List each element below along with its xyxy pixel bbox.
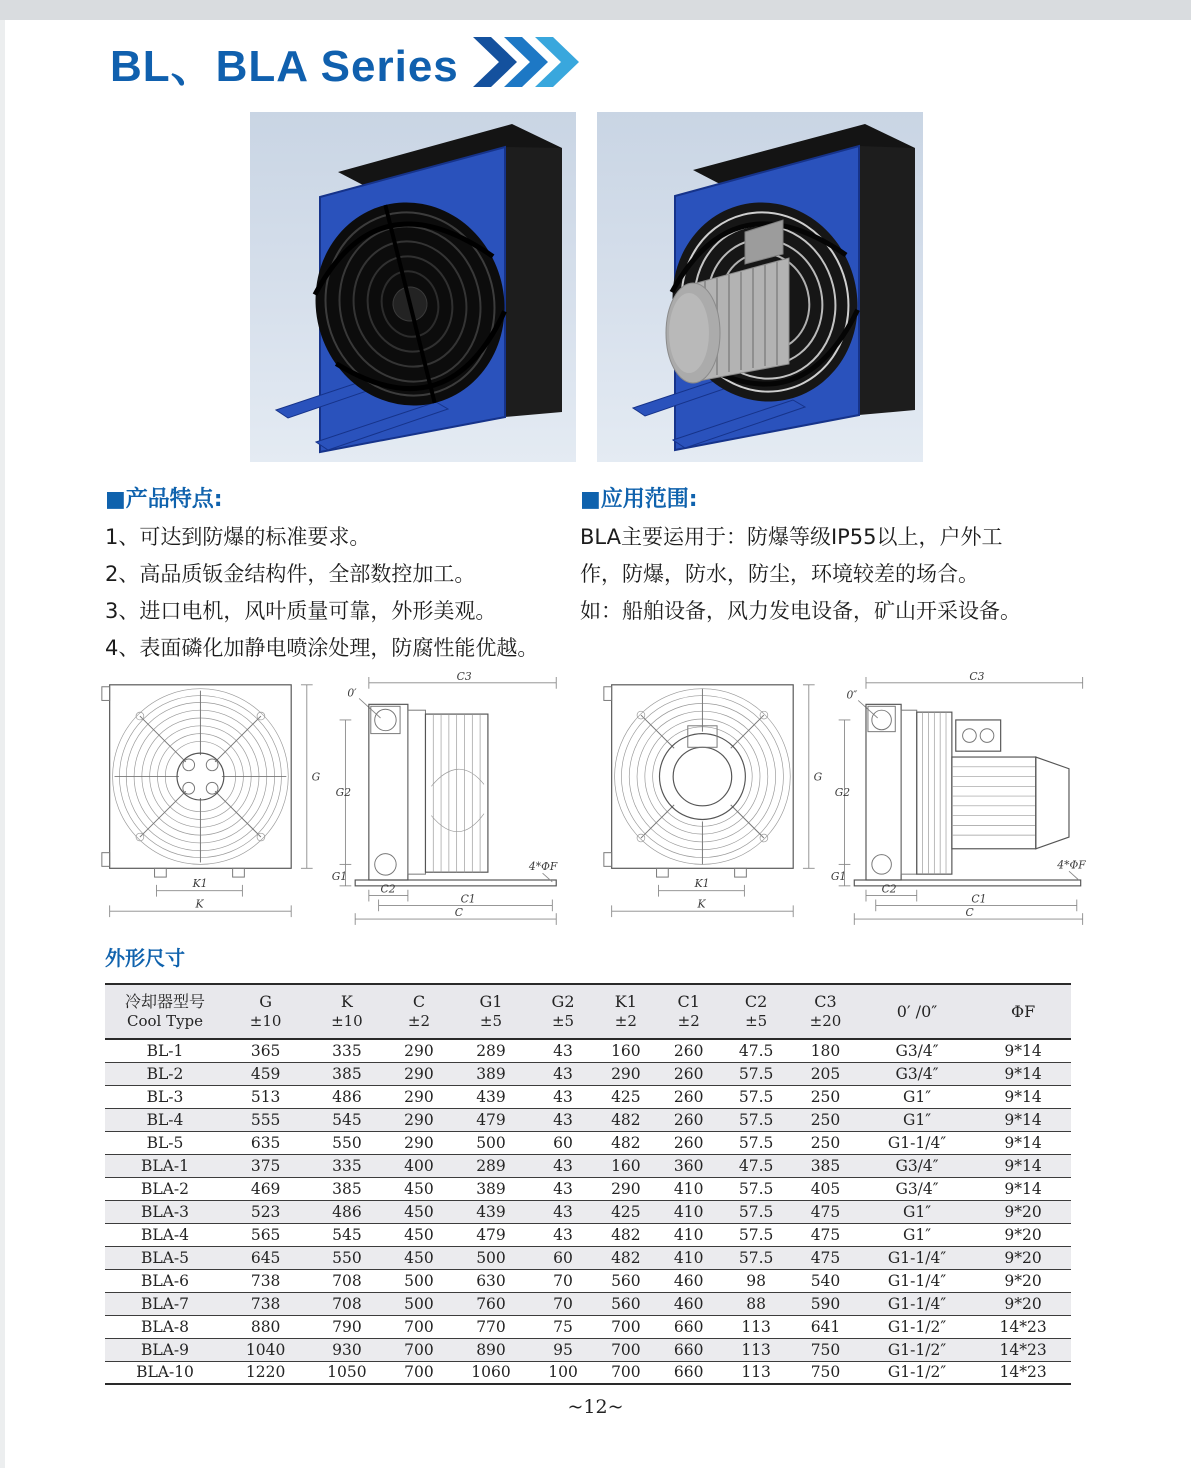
column-header: 0′ /0″: [859, 984, 975, 1039]
value-cell: G1-1/4″: [859, 1292, 975, 1315]
svg-text:C2: C2: [380, 882, 397, 896]
column-header: K ±10: [306, 984, 387, 1039]
model-cell: BLA-8: [105, 1315, 225, 1338]
column-header: 冷却器型号 Cool Type: [105, 984, 225, 1039]
value-cell: 400: [388, 1154, 451, 1177]
value-cell: G1″: [859, 1108, 975, 1131]
value-cell: 100: [532, 1361, 595, 1384]
value-cell: 9*14: [975, 1062, 1071, 1085]
value-cell: 290: [594, 1062, 657, 1085]
svg-text:G1: G1: [830, 870, 846, 884]
value-cell: 180: [792, 1039, 859, 1062]
features-heading: ■产品特点:: [105, 487, 223, 512]
value-cell: 500: [388, 1269, 451, 1292]
value-cell: 365: [225, 1039, 306, 1062]
value-cell: 560: [594, 1292, 657, 1315]
value-cell: 460: [657, 1269, 720, 1292]
value-cell: 88: [720, 1292, 792, 1315]
value-cell: 113: [720, 1315, 792, 1338]
value-cell: 660: [657, 1338, 720, 1361]
bl-side-view-drawing: [322, 666, 572, 932]
model-cell: BLA-3: [105, 1200, 225, 1223]
page-edge-left: [0, 20, 5, 1468]
value-cell: 9*20: [975, 1223, 1071, 1246]
value-cell: 708: [306, 1269, 387, 1292]
value-cell: 700: [594, 1361, 657, 1384]
value-cell: G3/4″: [859, 1062, 975, 1085]
table-row: [105, 1039, 1071, 1062]
value-cell: 57.5: [720, 1246, 792, 1269]
value-cell: 57.5: [720, 1108, 792, 1131]
svg-text:C2: C2: [881, 882, 897, 896]
value-cell: 635: [225, 1131, 306, 1154]
table-row: [105, 1269, 1071, 1292]
model-cell: BL-5: [105, 1131, 225, 1154]
value-cell: 290: [388, 1131, 451, 1154]
bla-side-view-drawing: [825, 666, 1096, 932]
value-cell: 9*20: [975, 1246, 1071, 1269]
table-row: [105, 1292, 1071, 1315]
model-cell: BLA-6: [105, 1269, 225, 1292]
value-cell: 57.5: [720, 1062, 792, 1085]
column-header: C2 ±5: [720, 984, 792, 1039]
dimensions-heading: 外形尺寸: [105, 946, 185, 970]
svg-text:C: C: [455, 906, 464, 920]
table-row: [105, 1338, 1071, 1361]
value-cell: 630: [450, 1269, 531, 1292]
value-cell: 113: [720, 1361, 792, 1384]
value-cell: 43: [532, 1039, 595, 1062]
value-cell: 9*14: [975, 1085, 1071, 1108]
svg-text:G2: G2: [336, 786, 352, 800]
value-cell: 880: [225, 1315, 306, 1338]
value-cell: 43: [532, 1108, 595, 1131]
table-row: [105, 1223, 1071, 1246]
value-cell: 260: [657, 1062, 720, 1085]
value-cell: 98: [720, 1269, 792, 1292]
value-cell: 540: [792, 1269, 859, 1292]
value-cell: 57.5: [720, 1223, 792, 1246]
value-cell: 550: [306, 1131, 387, 1154]
value-cell: 555: [225, 1108, 306, 1131]
technical-drawings: [96, 666, 1096, 932]
value-cell: 513: [225, 1085, 306, 1108]
value-cell: 9*14: [975, 1177, 1071, 1200]
value-cell: 410: [657, 1177, 720, 1200]
value-cell: 9*14: [975, 1108, 1071, 1131]
table-row: [105, 1361, 1071, 1384]
value-cell: G3/4″: [859, 1177, 975, 1200]
svg-text:K: K: [195, 897, 204, 911]
value-cell: 700: [594, 1338, 657, 1361]
value-cell: 57.5: [720, 1200, 792, 1223]
value-cell: 410: [657, 1223, 720, 1246]
value-cell: 641: [792, 1315, 859, 1338]
column-header: C ±2: [388, 984, 451, 1039]
value-cell: 260: [657, 1085, 720, 1108]
column-header: G2 ±5: [532, 984, 595, 1039]
value-cell: 290: [388, 1085, 451, 1108]
svg-text:4*ΦF: 4*ΦF: [1056, 858, 1086, 872]
table-row: [105, 1085, 1071, 1108]
table-row: [105, 1131, 1071, 1154]
value-cell: 43: [532, 1085, 595, 1108]
table-row: [105, 1246, 1071, 1269]
value-cell: G3/4″: [859, 1154, 975, 1177]
value-cell: 9*14: [975, 1039, 1071, 1062]
value-cell: 750: [792, 1338, 859, 1361]
svg-text:K: K: [697, 897, 706, 911]
value-cell: 450: [388, 1200, 451, 1223]
value-cell: 75: [532, 1315, 595, 1338]
model-cell: BLA-1: [105, 1154, 225, 1177]
model-cell: BL-1: [105, 1039, 225, 1062]
page-number: ~12~: [567, 1396, 624, 1418]
value-cell: 1220: [225, 1361, 306, 1384]
value-cell: 389: [450, 1177, 531, 1200]
value-cell: 890: [450, 1338, 531, 1361]
value-cell: 335: [306, 1039, 387, 1062]
value-cell: 160: [594, 1039, 657, 1062]
value-cell: 482: [594, 1131, 657, 1154]
svg-text:C1: C1: [461, 892, 477, 906]
value-cell: 460: [657, 1292, 720, 1315]
svg-text:0″: 0″: [846, 688, 857, 702]
value-cell: 482: [594, 1246, 657, 1269]
value-cell: 250: [792, 1085, 859, 1108]
value-cell: 523: [225, 1200, 306, 1223]
value-cell: 250: [792, 1108, 859, 1131]
value-cell: 425: [594, 1200, 657, 1223]
value-cell: 43: [532, 1062, 595, 1085]
table-row: [105, 1177, 1071, 1200]
value-cell: G1-1/4″: [859, 1269, 975, 1292]
svg-text:C3: C3: [457, 669, 473, 683]
svg-text:G1: G1: [332, 870, 348, 884]
bl-cooler-illustration: [250, 112, 576, 462]
feature-item: 2、高品质钣金结构件，全部数控加工。: [105, 562, 476, 586]
application-line: 如：船舶设备，风力发电设备，矿山开采设备。: [580, 599, 1021, 623]
value-cell: 160: [594, 1154, 657, 1177]
value-cell: 290: [594, 1177, 657, 1200]
column-header: K1 ±2: [594, 984, 657, 1039]
value-cell: 9*20: [975, 1292, 1071, 1315]
value-cell: 289: [450, 1039, 531, 1062]
value-cell: 475: [792, 1200, 859, 1223]
value-cell: 60: [532, 1246, 595, 1269]
feature-item: 4、表面磷化加静电喷涂处理，防腐性能优越。: [105, 636, 539, 660]
value-cell: 260: [657, 1131, 720, 1154]
value-cell: 57.5: [720, 1085, 792, 1108]
value-cell: 1060: [450, 1361, 531, 1384]
svg-text:K1: K1: [694, 876, 710, 890]
page-edge-top: [0, 0, 1191, 20]
value-cell: G1-1/2″: [859, 1315, 975, 1338]
value-cell: 560: [594, 1269, 657, 1292]
value-cell: G1-1/2″: [859, 1338, 975, 1361]
value-cell: 375: [225, 1154, 306, 1177]
value-cell: 70: [532, 1292, 595, 1315]
value-cell: 486: [306, 1200, 387, 1223]
value-cell: G1″: [859, 1200, 975, 1223]
value-cell: 645: [225, 1246, 306, 1269]
bl-product-photo: [250, 112, 576, 462]
svg-text:G: G: [813, 770, 823, 784]
dimensions-table-wrap: [105, 983, 1071, 1385]
application-line: 作，防爆，防水，防尘，环境较差的场合。: [580, 562, 979, 586]
value-cell: 14*23: [975, 1361, 1071, 1384]
model-cell: BLA-4: [105, 1223, 225, 1246]
value-cell: 700: [388, 1315, 451, 1338]
features-section: [105, 482, 583, 667]
value-cell: 9*14: [975, 1131, 1071, 1154]
bl-front-view-drawing: [96, 666, 322, 932]
column-header: C1 ±2: [657, 984, 720, 1039]
value-cell: 738: [225, 1292, 306, 1315]
svg-text:G2: G2: [834, 786, 850, 800]
value-cell: 550: [306, 1246, 387, 1269]
bla-front-view-drawing: [598, 666, 824, 932]
value-cell: 700: [388, 1361, 451, 1384]
value-cell: 57.5: [720, 1131, 792, 1154]
value-cell: 660: [657, 1361, 720, 1384]
value-cell: 1040: [225, 1338, 306, 1361]
model-cell: BLA-2: [105, 1177, 225, 1200]
value-cell: G1-1/4″: [859, 1246, 975, 1269]
value-cell: 47.5: [720, 1039, 792, 1062]
svg-text:C1: C1: [971, 892, 987, 906]
model-cell: BLA-10: [105, 1361, 225, 1384]
value-cell: 70: [532, 1269, 595, 1292]
value-cell: 450: [388, 1246, 451, 1269]
header-row: [105, 984, 1071, 1039]
value-cell: 290: [388, 1062, 451, 1085]
value-cell: 760: [450, 1292, 531, 1315]
value-cell: G1-1/2″: [859, 1361, 975, 1384]
column-header: G1 ±5: [450, 984, 531, 1039]
value-cell: 60: [532, 1131, 595, 1154]
svg-text:K1: K1: [192, 876, 208, 890]
table-row: [105, 1154, 1071, 1177]
value-cell: 43: [532, 1223, 595, 1246]
value-cell: 43: [532, 1177, 595, 1200]
model-cell: BL-3: [105, 1085, 225, 1108]
value-cell: 738: [225, 1269, 306, 1292]
header: [110, 30, 579, 94]
value-cell: 475: [792, 1246, 859, 1269]
column-header: ΦF: [975, 984, 1071, 1039]
value-cell: 260: [657, 1108, 720, 1131]
value-cell: 47.5: [720, 1154, 792, 1177]
table-row: [105, 1315, 1071, 1338]
value-cell: G1″: [859, 1223, 975, 1246]
value-cell: 479: [450, 1223, 531, 1246]
value-cell: 290: [388, 1039, 451, 1062]
value-cell: 1050: [306, 1361, 387, 1384]
svg-text:C: C: [965, 906, 974, 920]
application-line: BLA主要运用于：防爆等级IP55以上，户外工: [580, 525, 1003, 549]
value-cell: G1″: [859, 1085, 975, 1108]
value-cell: 360: [657, 1154, 720, 1177]
value-cell: 469: [225, 1177, 306, 1200]
value-cell: 113: [720, 1338, 792, 1361]
column-header: C3 ±20: [792, 984, 859, 1039]
applications-heading: ■应用范围:: [580, 487, 698, 512]
value-cell: 43: [532, 1200, 595, 1223]
value-cell: 750: [792, 1361, 859, 1384]
value-cell: 450: [388, 1223, 451, 1246]
value-cell: 770: [450, 1315, 531, 1338]
value-cell: 57.5: [720, 1177, 792, 1200]
svg-text:C3: C3: [969, 669, 985, 683]
value-cell: 385: [792, 1154, 859, 1177]
value-cell: 410: [657, 1200, 720, 1223]
svg-text:0′: 0′: [347, 686, 358, 700]
value-cell: 410: [657, 1246, 720, 1269]
table-row: [105, 1200, 1071, 1223]
value-cell: 385: [306, 1177, 387, 1200]
column-header: G ±10: [225, 984, 306, 1039]
model-cell: BL-2: [105, 1062, 225, 1085]
svg-text:G: G: [311, 770, 321, 784]
feature-item: 1、可达到防爆的标准要求。: [105, 525, 371, 549]
value-cell: 482: [594, 1223, 657, 1246]
value-cell: 450: [388, 1177, 451, 1200]
chevron-arrows-icon: [473, 37, 579, 87]
feature-item: 3、进口电机，风叶质量可靠，外形美观。: [105, 599, 497, 623]
value-cell: 439: [450, 1085, 531, 1108]
value-cell: 43: [532, 1154, 595, 1177]
value-cell: 708: [306, 1292, 387, 1315]
value-cell: 565: [225, 1223, 306, 1246]
value-cell: 14*23: [975, 1338, 1071, 1361]
value-cell: 425: [594, 1085, 657, 1108]
value-cell: 545: [306, 1223, 387, 1246]
value-cell: 660: [657, 1315, 720, 1338]
value-cell: 439: [450, 1200, 531, 1223]
table-row: [105, 1062, 1071, 1085]
applications-section: [580, 482, 1092, 630]
value-cell: 930: [306, 1338, 387, 1361]
bla-product-photo: [597, 112, 923, 462]
value-cell: G1-1/4″: [859, 1131, 975, 1154]
value-cell: 545: [306, 1108, 387, 1131]
model-cell: BL-4: [105, 1108, 225, 1131]
table-row: [105, 1108, 1071, 1131]
model-cell: BLA-5: [105, 1246, 225, 1269]
value-cell: 405: [792, 1177, 859, 1200]
value-cell: 9*20: [975, 1200, 1071, 1223]
svg-text:4*ΦF: 4*ΦF: [529, 860, 558, 874]
value-cell: 9*20: [975, 1269, 1071, 1292]
value-cell: 385: [306, 1062, 387, 1085]
dimensions-table: [105, 983, 1071, 1385]
value-cell: 790: [306, 1315, 387, 1338]
value-cell: 482: [594, 1108, 657, 1131]
value-cell: 260: [657, 1039, 720, 1062]
value-cell: G3/4″: [859, 1039, 975, 1062]
value-cell: 700: [388, 1338, 451, 1361]
value-cell: 486: [306, 1085, 387, 1108]
value-cell: 475: [792, 1223, 859, 1246]
value-cell: 290: [388, 1108, 451, 1131]
bla-cooler-illustration: [597, 112, 923, 462]
value-cell: 500: [450, 1246, 531, 1269]
value-cell: 479: [450, 1108, 531, 1131]
value-cell: 459: [225, 1062, 306, 1085]
value-cell: 335: [306, 1154, 387, 1177]
model-cell: BLA-7: [105, 1292, 225, 1315]
model-cell: BLA-9: [105, 1338, 225, 1361]
value-cell: 500: [388, 1292, 451, 1315]
value-cell: 289: [450, 1154, 531, 1177]
value-cell: 590: [792, 1292, 859, 1315]
value-cell: 250: [792, 1131, 859, 1154]
value-cell: 95: [532, 1338, 595, 1361]
value-cell: 9*14: [975, 1154, 1071, 1177]
value-cell: 389: [450, 1062, 531, 1085]
page-title: BL、BLA Series: [110, 42, 459, 91]
value-cell: 500: [450, 1131, 531, 1154]
value-cell: 205: [792, 1062, 859, 1085]
value-cell: 700: [594, 1315, 657, 1338]
value-cell: 14*23: [975, 1315, 1071, 1338]
